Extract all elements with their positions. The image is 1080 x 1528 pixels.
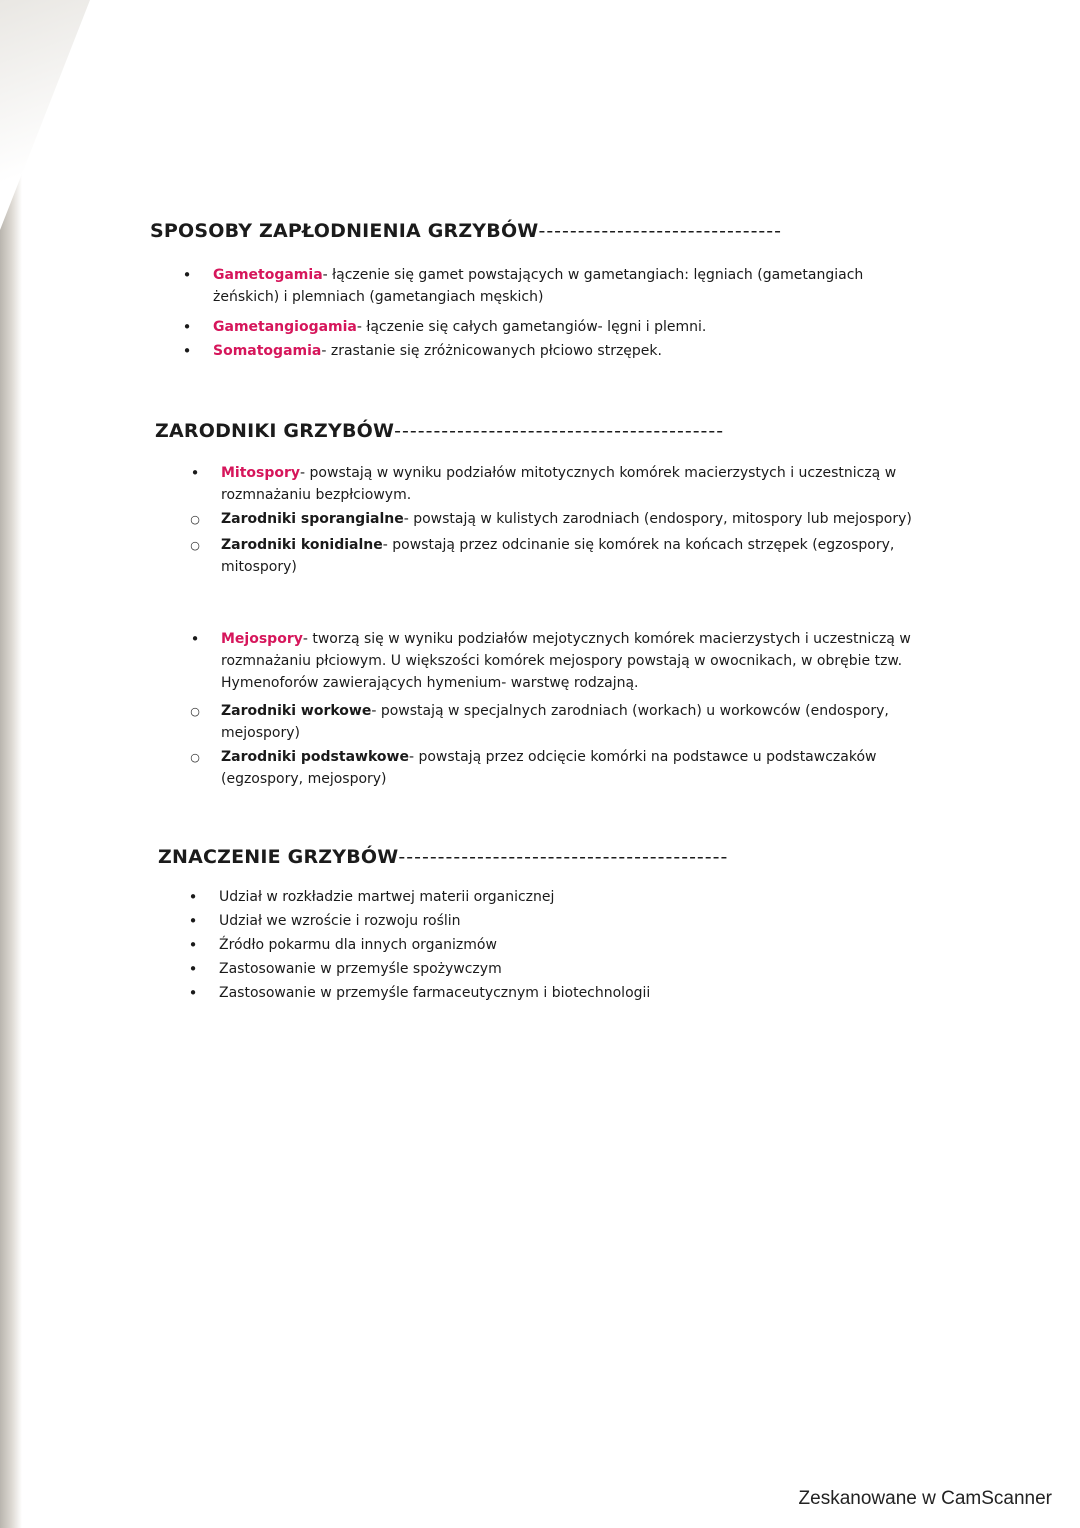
list-item xyxy=(213,316,913,338)
sub-list-item xyxy=(221,534,921,578)
term: Zarodniki podstawkowe xyxy=(221,749,409,765)
definition: - powstają przez odcinanie się komórek na końcach strzępek (egzospory, mitospory) xyxy=(221,537,895,575)
item-text: Zastosowanie w przemyśle farmaceutycznym i biotechnologii xyxy=(219,985,651,1001)
circle-bullet-icon xyxy=(185,508,205,531)
item-text: Źródło pokarmu dla innych organizmów xyxy=(219,937,497,953)
circle-bullet-icon xyxy=(185,700,205,723)
heading-text: ZNACZENIE GRZYBÓW xyxy=(158,846,399,868)
list-item xyxy=(221,462,921,506)
term: Gametogamia xyxy=(213,267,323,283)
list-item xyxy=(213,264,913,308)
bullet-icon xyxy=(183,958,203,981)
camscanner-watermark: Zeskanowane w CamScanner xyxy=(798,1488,1052,1509)
list-item xyxy=(219,982,919,1004)
sub-list-item xyxy=(221,700,921,744)
term: Mejospory xyxy=(221,631,303,647)
heading-dashes: ------------------------------------------ xyxy=(394,420,725,442)
list-item xyxy=(219,958,919,980)
circle-bullet-icon xyxy=(185,746,205,769)
sub-list-item xyxy=(221,746,921,790)
list-item xyxy=(213,340,913,362)
heading-dashes: ------------------------------------------ xyxy=(398,846,729,868)
section-heading-importance xyxy=(158,846,728,868)
item-text: Udział w rozkładzie martwej materii organicznej xyxy=(219,889,555,905)
bullet-icon xyxy=(185,628,205,651)
bullet-icon xyxy=(183,982,203,1005)
bullet-icon xyxy=(183,910,203,933)
bullet-icon xyxy=(183,886,203,909)
definition: - zrastanie się zróżnicowanych płciowo strzępek. xyxy=(321,343,662,359)
sub-list-item xyxy=(221,508,921,530)
heading-text: ZARODNIKI GRZYBÓW xyxy=(155,420,395,442)
term: Zarodniki sporangialne xyxy=(221,511,404,527)
bullet-icon xyxy=(177,264,197,287)
list-item xyxy=(221,628,921,694)
heading-dashes: ------------------------------- xyxy=(538,220,783,242)
paper-edge-shadow xyxy=(0,0,22,1528)
section-heading-spores xyxy=(155,420,724,442)
list-item xyxy=(219,910,919,932)
term: Zarodniki konidialne xyxy=(221,537,383,553)
term: Gametangiogamia xyxy=(213,319,357,335)
definition: - powstają przez odcięcie komórki na podstawce u podstawczaków (egzospory, mejospory) xyxy=(221,749,877,787)
heading-text: SPOSOBY ZAPŁODNIENIA GRZYBÓW xyxy=(150,220,539,242)
term: Somatogamia xyxy=(213,343,322,359)
definition: - tworzą się w wyniku podziałów mejotycznych komórek macierzystych i uczestniczą w rozmnażaniu płciowym. U większości komórek mejospory powstają w owocnikach, w obrębie tzw. Hymenoforów zawierających hymenium- warstwę rodzajną. xyxy=(221,631,911,691)
definition: - łączenie się gamet powstających w gametangiach: lęgniach (gametangiach żeńskich) i plemniach (gametangiach męskich) xyxy=(213,267,864,305)
section-heading-fertilization xyxy=(150,220,782,242)
list-item xyxy=(219,934,919,956)
term: Mitospory xyxy=(221,465,301,481)
bullet-icon xyxy=(177,316,197,339)
bullet-icon xyxy=(183,934,203,957)
item-text: Zastosowanie w przemyśle spożywczym xyxy=(219,961,502,977)
definition: - łączenie się całych gametangiów- lęgni i plemni. xyxy=(356,319,707,335)
bullet-icon xyxy=(185,462,205,485)
paper-corner-fold xyxy=(0,0,90,230)
term: Zarodniki workowe xyxy=(221,703,372,719)
list-item xyxy=(219,886,919,908)
definition: - powstają w specjalnych zarodniach (workach) u workowców (endospory, mejospory) xyxy=(221,703,889,741)
circle-bullet-icon xyxy=(185,534,205,557)
definition: - powstają w kulistych zarodniach (endospory, mitospory lub mejospory) xyxy=(403,511,912,527)
item-text: Udział we wzroście i rozwoju roślin xyxy=(219,913,461,929)
bullet-icon xyxy=(177,340,197,363)
definition: - powstają w wyniku podziałów mitotycznych komórek macierzystych i uczestniczą w rozmnażaniu bezpłciowym. xyxy=(221,465,897,503)
